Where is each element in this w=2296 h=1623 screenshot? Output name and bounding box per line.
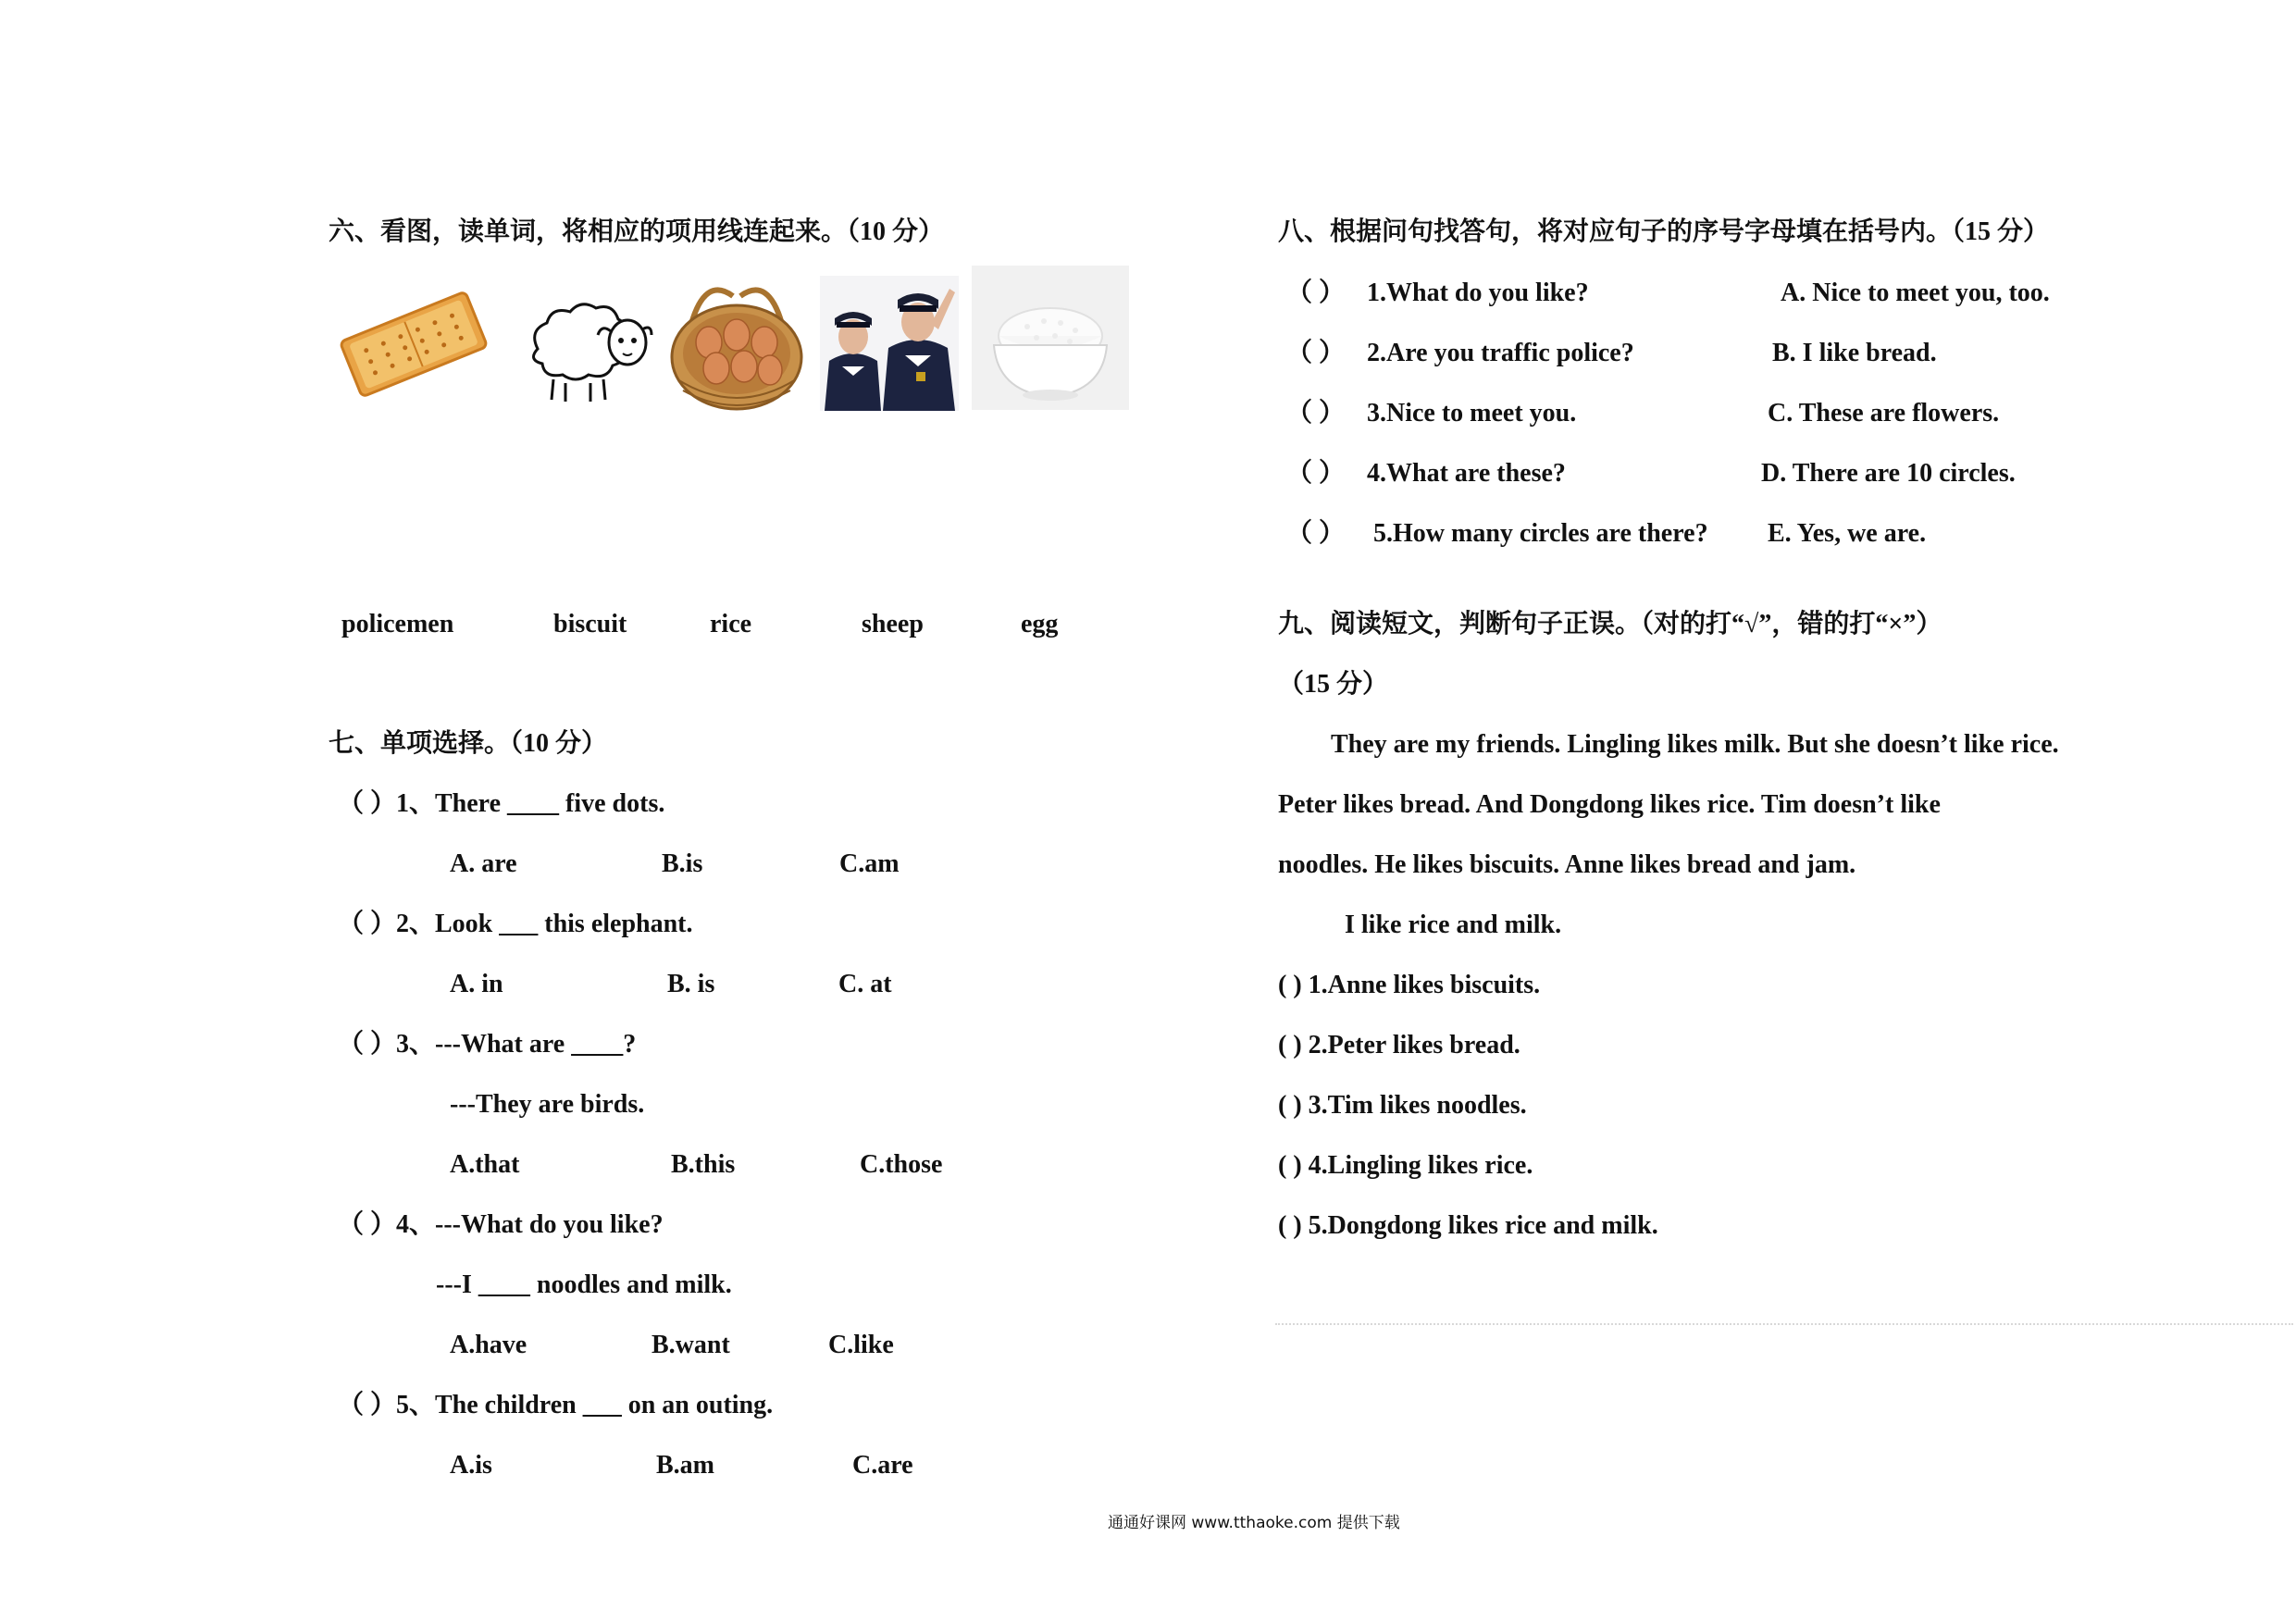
passage-line-3: noodles. He likes biscuits. Anne likes bread and jam. (1278, 850, 1856, 879)
q7-4-option-c: C.like (828, 1331, 894, 1359)
dotted-divider (1275, 1323, 2293, 1325)
q8-5-bracket: （ ） (1286, 519, 1346, 548)
section6-title: 六、看图，读单词，将相应的项用线连起来。（10 分） (329, 217, 945, 246)
passage-line-1: They are my friends. Lingling likes milk. But she doesn’t like rice. (1331, 730, 2059, 759)
section7-title: 七、单项选择。（10 分） (329, 729, 608, 758)
q7-2-option-a: A. in (450, 970, 503, 998)
statement-4: ( ) 4.Lingling likes rice. (1278, 1151, 1533, 1180)
eggs-picture (668, 278, 805, 413)
q8-1-bracket: （ ） (1286, 279, 1346, 307)
q8-answer-a: A. Nice to meet you, too. (1781, 279, 2050, 307)
q7-5-option-c: C.are (852, 1451, 913, 1480)
word-rice: rice (710, 610, 752, 638)
word-sheep: sheep (862, 610, 924, 638)
question7-1: （ ）1、There ____ five dots. (338, 789, 665, 818)
q7-3-option-b: B.this (671, 1150, 736, 1179)
question7-2: （ ）2、Look ___ this elephant. (338, 910, 693, 938)
q7-1-option-b: B.is (662, 849, 703, 878)
q7-1-option-a: A. are (450, 849, 517, 878)
rice-picture (972, 266, 1129, 410)
q7-5-option-a: A.is (450, 1451, 492, 1480)
q7-4-option-a: A.have (450, 1331, 527, 1359)
q8-2-bracket: （ ） (1286, 339, 1346, 367)
policemen-picture (820, 276, 959, 411)
word-policemen: policemen (341, 610, 454, 638)
biscuit-picture (335, 289, 492, 400)
passage-line-4: I like rice and milk. (1345, 911, 1562, 939)
q7-2-option-c: C. at (838, 970, 892, 998)
q7-3-option-a: A.that (450, 1150, 520, 1179)
q8-2-question: 2.Are you traffic police? (1367, 339, 1634, 367)
statement-2: ( ) 2.Peter likes bread. (1278, 1031, 1520, 1059)
section9-title: 九、阅读短文，判断句子正误。（对的打“√”，错的打“×”） (1278, 610, 1942, 638)
footer-credit: 通通好课网 www.tthaoke.com 提供下载 (1108, 1514, 1400, 1532)
statement-1: ( ) 1.Anne likes biscuits. (1278, 971, 1541, 999)
passage-line-2: Peter likes bread. And Dongdong likes rice. Tim doesn’t like (1278, 790, 1941, 819)
question7-4: （ ）4、---What do you like? (338, 1210, 664, 1239)
word-egg: egg (1021, 610, 1059, 638)
q7-2-option-b: B. is (667, 970, 715, 998)
section9-score: （15 分） (1278, 670, 1389, 699)
q7-4-option-b: B.want (652, 1331, 730, 1359)
q8-4-question: 4.What are these? (1367, 459, 1566, 488)
word-biscuit: biscuit (553, 610, 627, 638)
q8-1-question: 1.What do you like? (1367, 279, 1589, 307)
q8-5-question: 5.How many circles are there? (1373, 519, 1708, 548)
q8-3-bracket: （ ） (1286, 399, 1346, 427)
q8-4-bracket: （ ） (1286, 459, 1346, 488)
section8-title: 八、根据问句找答句，将对应句子的序号字母填在括号内。（15 分） (1278, 217, 2050, 246)
q8-answer-e: E. Yes, we are. (1768, 519, 1927, 548)
statement-3: ( ) 3.Tim likes noodles. (1278, 1091, 1527, 1120)
q8-answer-c: C. These are flowers. (1768, 399, 2000, 427)
question7-3: （ ）3、---What are ____? (338, 1030, 637, 1059)
q7-4-line2: ---I ____ noodles and milk. (436, 1270, 732, 1299)
sheep-picture (515, 298, 653, 407)
q8-answer-b: B. I like bread. (1772, 339, 1937, 367)
q7-1-option-c: C.am (839, 849, 900, 878)
q7-5-option-b: B.am (656, 1451, 714, 1480)
q7-3-option-c: C.those (860, 1150, 943, 1179)
q8-3-question: 3.Nice to meet you. (1367, 399, 1577, 427)
q7-3-line2: ---They are birds. (450, 1090, 645, 1119)
statement-5: ( ) 5.Dongdong likes rice and milk. (1278, 1211, 1658, 1240)
q8-answer-d: D. There are 10 circles. (1761, 459, 2016, 488)
question7-5: （ ）5、The children ___ on an outing. (338, 1391, 774, 1419)
